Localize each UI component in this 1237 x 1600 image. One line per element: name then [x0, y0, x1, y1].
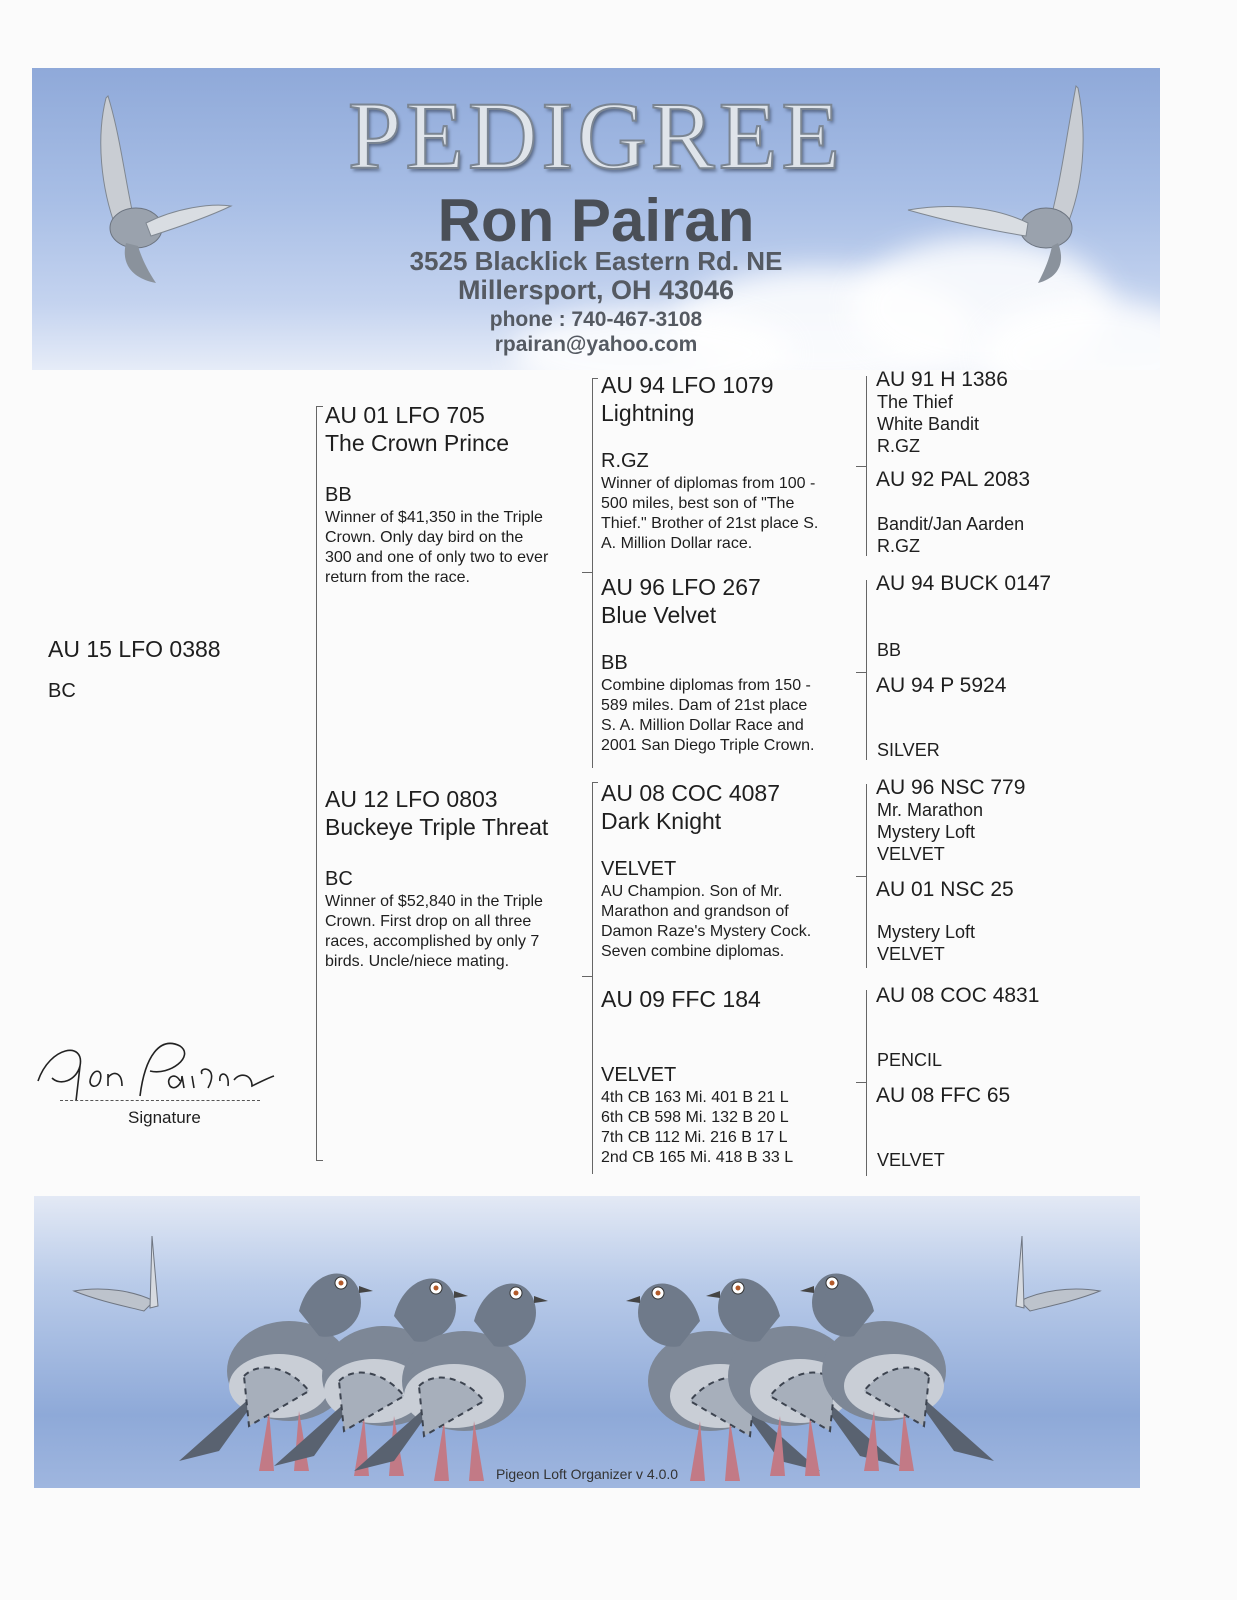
- grandparent-notes: AU Champion. Son of Mr. Marathon and grandson of Damon Raze's Mystery Cock. Seven combine diplomas.: [601, 883, 812, 960]
- great-grandparent-band: AU 94 P 5924: [876, 674, 1007, 697]
- great-grandparent-band: AU 94 BUCK 0147: [876, 572, 1052, 595]
- sire-band: AU 01 LFO 705: [325, 402, 485, 428]
- great-grandparent-band: AU 92 PAL 2083: [876, 468, 1031, 491]
- dam-band: AU 12 LFO 0803: [325, 786, 498, 812]
- subject-band: AU 15 LFO 0388: [48, 636, 221, 662]
- bracket-tick: [856, 876, 866, 877]
- dam-color: BC: [325, 868, 353, 890]
- great-grandparent-line2: Bandit/Jan Aarden: [877, 514, 1025, 534]
- great-grandparent-line1: Mr. Marathon: [877, 800, 984, 820]
- bracket-tick: [856, 466, 866, 467]
- great-grandparent-band: AU 96 NSC 779: [876, 776, 1026, 799]
- grandparent-race-results: 4th CB 163 Mi. 401 B 21 L 6th CB 598 Mi. 132 B 20 L 7th CB 112 Mi. 216 B 17 L 2nd CB 165 Mi. 418 B 33 L: [601, 1089, 794, 1166]
- grandparent-notes: Winner of diplomas from 100 - 500 miles, best son of "The Thief." Brother of 21st place S. A. Million Dollar race.: [601, 475, 819, 552]
- great-grandparent-color: PENCIL: [877, 1050, 943, 1070]
- dam-notes: Winner of $52,840 in the Triple Crown. First drop on all three races, accomplished by only 7 birds. Uncle/niece mating.: [325, 893, 543, 970]
- great-grandparent-band: AU 01 NSC 25: [876, 878, 1014, 901]
- great-grandparent-band: AU 91 H 1386: [876, 368, 1008, 391]
- grandparent-band: AU 08 COC 4087: [601, 780, 780, 806]
- great-grandparent-band: AU 08 FFC 65: [876, 1084, 1011, 1107]
- bracket-tick: [592, 782, 598, 783]
- sire-color: BB: [325, 484, 352, 506]
- bracket-gen3: [866, 580, 867, 760]
- dam-name: Buckeye Triple Threat: [325, 814, 549, 840]
- bracket-gen2-sire: [592, 378, 593, 768]
- bracket-gen1: [316, 406, 317, 1160]
- address-line1: 3525 Blacklick Eastern Rd. NE: [409, 246, 783, 276]
- grandparent-color: VELVET: [601, 858, 677, 880]
- signature-line: [60, 1100, 260, 1101]
- bracket-tick: [592, 378, 598, 379]
- pigeon-group-icon: [34, 1196, 1140, 1488]
- phone-number: phone : 740-467-3108: [489, 308, 703, 331]
- great-grandparent-color: R.GZ: [877, 436, 920, 456]
- great-grandparent-band: AU 08 COC 4831: [876, 984, 1040, 1007]
- great-grandparent-line2: White Bandit: [877, 414, 980, 434]
- address-line2: Millersport, OH 43046: [457, 275, 735, 305]
- banner-title: PEDIGREE: [348, 82, 844, 189]
- great-grandparent-color: SILVER: [877, 740, 940, 760]
- bracket-tick: [316, 406, 323, 407]
- bracket-tick: [856, 672, 866, 673]
- bracket-gen3: [866, 990, 867, 1176]
- footer-banner: [34, 1196, 1140, 1488]
- great-grandparent-color: R.GZ: [877, 536, 920, 556]
- header-banner: [32, 68, 1160, 370]
- grandparent-band: AU 94 LFO 1079: [601, 372, 774, 398]
- grandparent-notes: Combine diplomas from 150 - 589 miles. Dam of 21st place S. A. Million Dollar Race and 2001 San Diego Triple Crown.: [601, 677, 815, 754]
- great-grandparent-color: VELVET: [877, 944, 945, 964]
- grandparent-name: Dark Knight: [601, 808, 722, 834]
- signature-label: Signature: [128, 1108, 201, 1127]
- email-address: rpairan@yahoo.com: [494, 333, 698, 356]
- great-grandparent-color: BB: [877, 640, 902, 660]
- grandparent-color: R.GZ: [601, 450, 649, 472]
- sire-notes: Winner of $41,350 in the Triple Crown. Only day bird on the 300 and one of only two to ever return from the race.: [325, 509, 549, 586]
- grandparent-band: AU 09 FFC 184: [601, 986, 761, 1012]
- signature-script-icon: [30, 1026, 280, 1106]
- sire-name: The Crown Prince: [325, 430, 510, 456]
- subject-color: BC: [48, 680, 76, 702]
- great-grandparent-color: VELVET: [877, 844, 945, 864]
- grandparent-band: AU 96 LFO 267: [601, 574, 761, 600]
- great-grandparent-color: VELVET: [877, 1150, 945, 1170]
- great-grandparent-line2: Mystery Loft: [877, 922, 976, 942]
- grandparent-name: Blue Velvet: [601, 602, 717, 628]
- bracket-gen3: [866, 784, 867, 968]
- great-grandparent-line2: Mystery Loft: [877, 822, 976, 842]
- bracket-tick: [316, 1160, 323, 1161]
- great-grandparent-line1: The Thief: [877, 392, 953, 412]
- bracket-tick: [856, 1082, 866, 1083]
- grandparent-name: Lightning: [601, 400, 695, 426]
- bracket-gen2-dam: [592, 782, 593, 1174]
- bracket-gen3: [866, 376, 867, 556]
- grandparent-color: VELVET: [601, 1064, 677, 1086]
- footer-credit: Pigeon Loft Organizer v 4.0.0: [495, 1466, 679, 1482]
- bracket-tick: [582, 976, 592, 977]
- grandparent-color: BB: [601, 652, 628, 674]
- owner-name: Ron Pairan: [437, 187, 755, 254]
